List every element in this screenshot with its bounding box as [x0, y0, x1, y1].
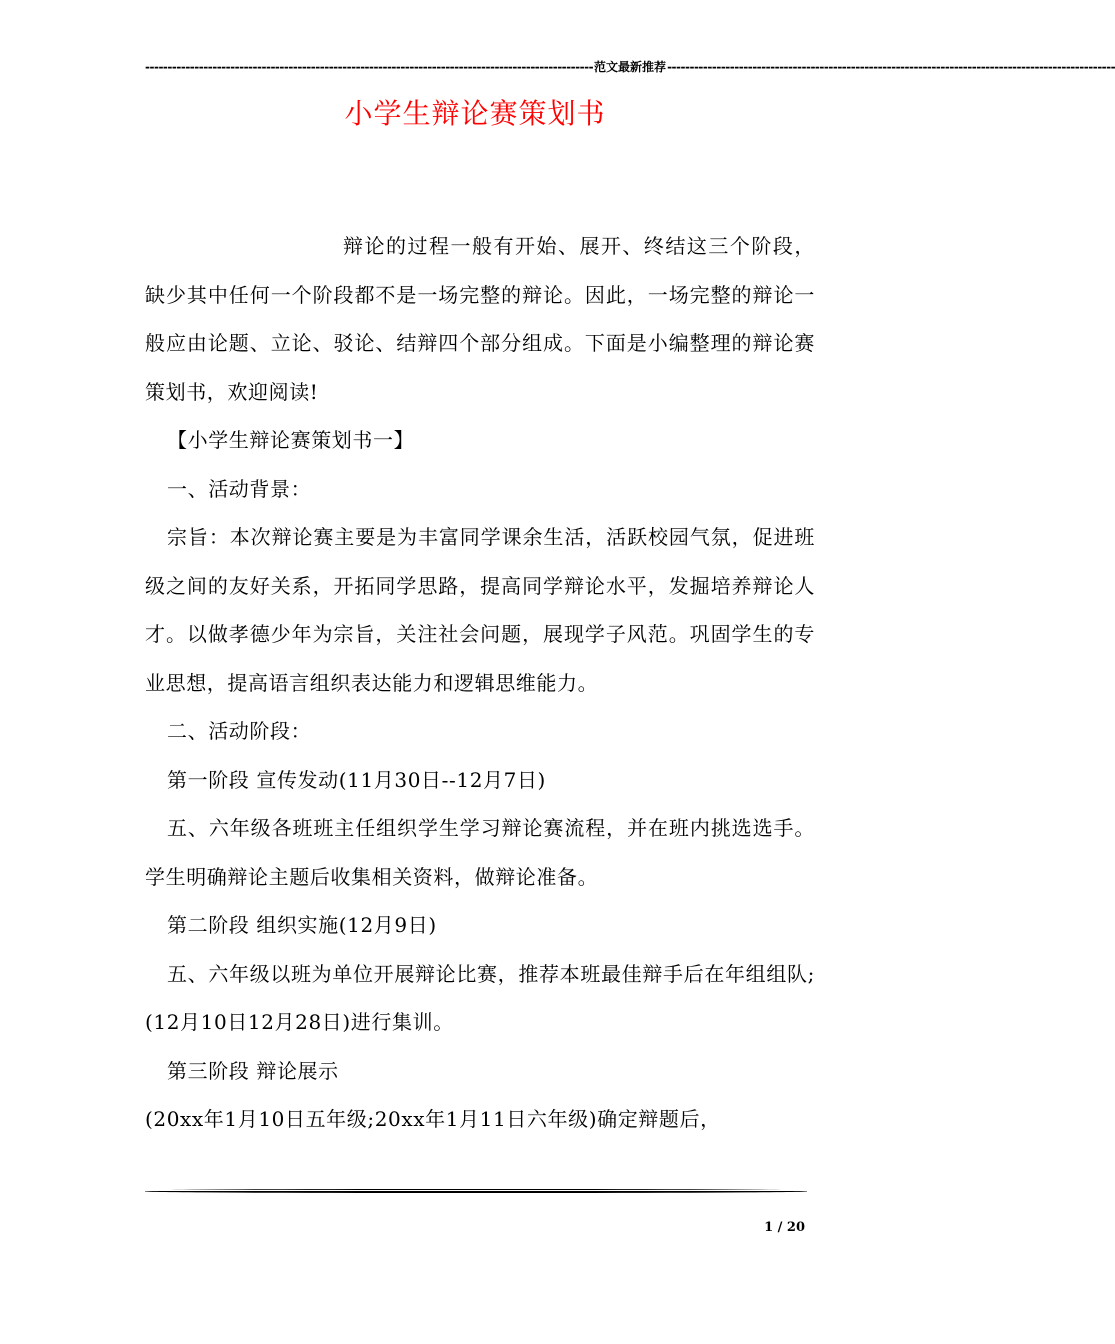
header-dashes-right: ---------------------------------------------------------------------------------------------------- [667, 59, 1115, 74]
page-header [145, 58, 1115, 75]
page-number: 1 / 20 [764, 1220, 805, 1235]
stage-three-paragraph: (20xx年1月10日五年级;20xx年1月11日六年级)确定辩题后， [145, 1107, 721, 1131]
heading-activity-background: 一、活动背景： [167, 476, 312, 501]
stage-two-heading: 第二阶段 组织实施(12月9日) [167, 913, 437, 937]
header-dashes-left: ---------------------------------------------------------------------------------------------------- [145, 59, 594, 74]
heading-activity-stages: 二、活动阶段： [167, 719, 312, 743]
paragraph-purpose: 宗旨：本次辩论赛主要是为丰富同学课余生活，活跃校园气氛，促进班级之间的友好关系，开拓同学思路，提高同学辩论水平，发掘培养辩论人才。以做孝德少年为宗旨，关注社会问题，展现学子风范。巩固学生的专业思想，提高语言组织表达能力和逻辑思维能力。 [145, 525, 815, 695]
stage-one-heading: 第一阶段 宣传发动(11月30日--12月7日) [167, 767, 546, 792]
header-label: 范文最新推荐 [594, 60, 667, 74]
footer-divider [145, 1189, 807, 1193]
section-heading-plan-one: 【小学生辩论赛策划书一】 [167, 428, 415, 452]
document-title: 小学生辩论赛策划书 [344, 97, 606, 130]
stage-three-heading: 第三阶段 辩论展示 [167, 1058, 339, 1083]
intro-paragraph: 辩论的过程一般有开始、展开、终结这三个阶段，缺少其中任何一个阶段都不是一场完整的辩论。因此，一场完整的辩论一般应由论题、立论、驳论、结辩四个部分组成。下面是小编整理的辩论赛策划书，欢迎阅读! [145, 234, 815, 404]
stage-one-paragraph: 五、六年级各班班主任组织学生学习辩论赛流程，并在班内挑选选手。学生明确辩论主题后收集相关资料，做辩论准备。 [145, 816, 815, 889]
document-body [145, 222, 815, 1144]
stage-two-paragraph: 五、六年级以班为单位开展辩论比赛，推荐本班最佳辩手后在年组组队;(12月10日12月28日)进行集训。 [145, 961, 815, 1034]
